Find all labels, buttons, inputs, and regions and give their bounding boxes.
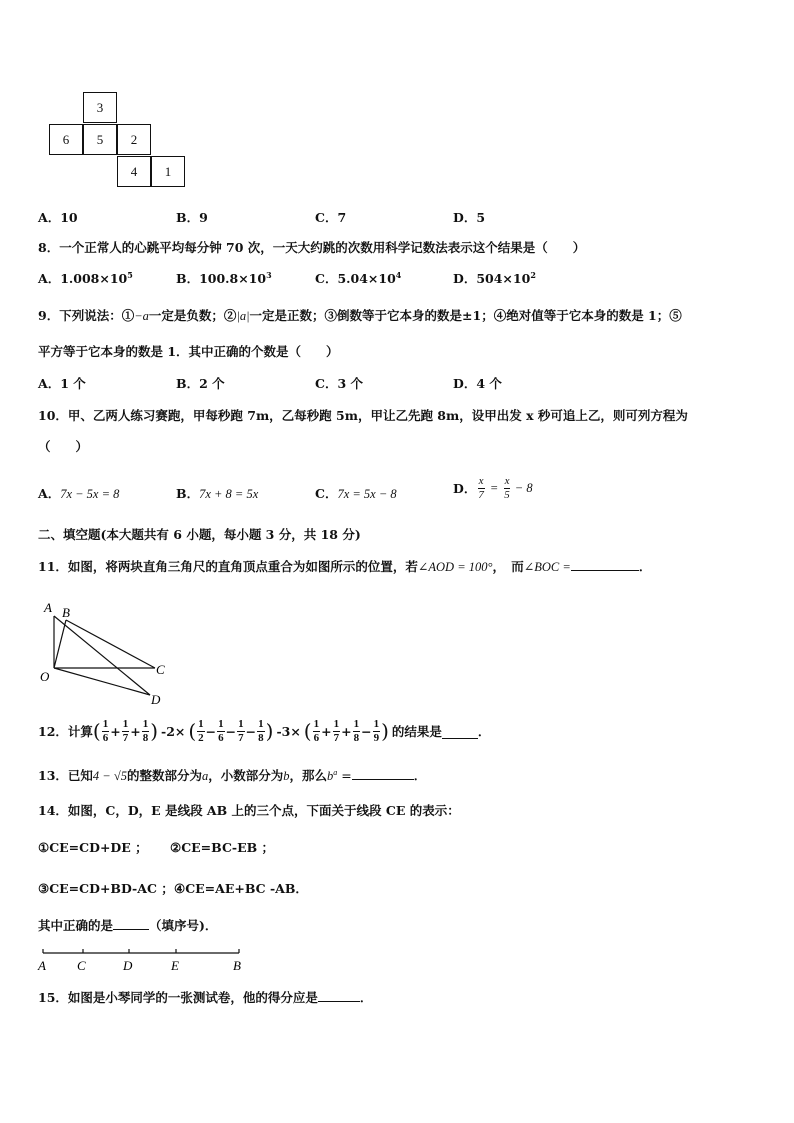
q8-option-b: B．$100.8\times 10^3$ xyxy=(176,269,272,286)
q9-option-c: C．3 个 xyxy=(315,376,363,391)
q10-option-d: D． $\frac{x}{7}$ = $\frac{x}{5}$ − 8 xyxy=(453,475,533,501)
line-ob xyxy=(54,620,66,668)
point-b-label: B xyxy=(233,958,241,973)
q8-option-a: A．$1.008\times 10^5$ xyxy=(38,269,133,286)
point-c-label: C xyxy=(77,958,86,973)
q14-question-line1: 14．如图，C，D，E 是线段 AB 上的三个点，下面关于线段 CE 的表示： xyxy=(38,803,460,818)
line-bc xyxy=(66,620,155,668)
q11-answer-blank[interactable] xyxy=(571,570,639,571)
q15-question: 15．如图是小琴同学的一张测试卷，他的得分应是 ． xyxy=(38,990,373,1005)
q15-answer-blank[interactable] xyxy=(318,1001,360,1002)
q9-question-line2: 平方等于它本身的数是 1．其中正确的个数是（ ） xyxy=(38,344,339,359)
q12-answer-blank[interactable] xyxy=(442,724,478,739)
label-d: D xyxy=(151,692,161,707)
q8-option-c: C．$5.04\times 10^4$ xyxy=(315,269,402,286)
q9-question-line1: 9．下列说法：①−a一定是负数；②|a|一定是正数；③倒数等于它本身的数是±1；④绝对值等于它本身的数是 1；⑤ xyxy=(38,308,682,323)
q14-answer-line: 其中正确的是 （填序号)． xyxy=(38,918,218,933)
q14-answer-blank[interactable] xyxy=(113,929,149,930)
q10-question-line1: 10．甲、乙两人练习赛跑，甲每秒跑 7m，乙每秒跑 5m，甲让乙先跑 8m，设甲出发 x 秒可追上乙，则可列方程为 xyxy=(38,408,688,423)
line-od xyxy=(54,668,150,695)
q14-statement-2: ②CE=BC-EB ； xyxy=(170,840,275,855)
q14-statement-3: ③CE=CD+BD-AC ； xyxy=(38,881,174,896)
q13-answer-blank[interactable] xyxy=(352,779,414,780)
net-cell: 1 xyxy=(151,156,185,187)
q14-segment-figure xyxy=(34,946,246,976)
line-ad xyxy=(54,616,150,695)
q13-question: 13．已知4 − √5的整数部分为a，小数部分为b，那么$b^a$ = ． xyxy=(38,767,427,783)
label-a: A xyxy=(44,600,52,615)
label-c: C xyxy=(156,662,165,677)
q7-option-a: A．10 xyxy=(38,210,78,225)
q10-option-a: A．7x − 5x = 8 xyxy=(38,486,120,501)
q10-option-c: C．7x = 5x − 8 xyxy=(315,486,397,501)
q9-option-d: D．4 个 xyxy=(453,376,502,391)
net-cell: 5 xyxy=(83,124,117,155)
q11-triangles-figure xyxy=(38,600,173,708)
net-cell: 4 xyxy=(117,156,151,187)
point-a-label: A xyxy=(38,958,46,973)
label-b: B xyxy=(62,605,70,620)
net-cell: 6 xyxy=(49,124,83,155)
q10-option-b: B．7x + 8 = 5x xyxy=(176,486,259,501)
q7-option-b: B．9 xyxy=(176,210,208,225)
q14-statement-4: ④CE=AE+BC -AB． xyxy=(174,881,308,896)
net-cell: 3 xyxy=(83,92,117,123)
q9-option-a: A．1 个 xyxy=(38,376,86,391)
label-o: O xyxy=(40,669,50,684)
q11-question: 11．如图，将两块直角三角尺的直角顶点重合为如图所示的位置，若∠AOD = 100°， 而∠BOC = ． xyxy=(38,559,652,574)
point-e-label: E xyxy=(171,958,179,973)
q7-option-c: C．7 xyxy=(315,210,347,225)
point-d-label: D xyxy=(123,958,133,973)
q7-option-d: D．5 xyxy=(453,210,486,225)
q14-statement-1: ①CE=CD+DE ； xyxy=(38,840,148,855)
q9-option-b: B．2 个 xyxy=(176,376,225,391)
net-cell: 2 xyxy=(117,124,151,155)
q8-option-d: D．$504\times 10^2$ xyxy=(453,269,536,286)
section-heading: 二、填空题(本大题共有 6 小题，每小题 3 分，共 18 分) xyxy=(38,527,361,542)
q8-question: 8．一个正常人的心跳平均每分钟 70 次，一天大约跳的次数用科学记数法表示这个结果是（ ） xyxy=(38,240,586,255)
q10-question-line2: （ ） xyxy=(38,439,89,454)
q12-question: 12．计算 ( $\frac{1}{6}$ + $\frac{1}{7}$ + $\frac{1}{8}$ ) -2× ( $\frac{1}{2}$ − $\frac{1}{6}$ − $\frac{1}{7}$ − $\frac{1}{8}$ ) -3× ( $\frac{1}{6}$ + $\frac{1}{7}$ + $\frac{1}{8}$ − $\frac{1}{9}$ ) 的结果是 ． xyxy=(38,717,491,744)
